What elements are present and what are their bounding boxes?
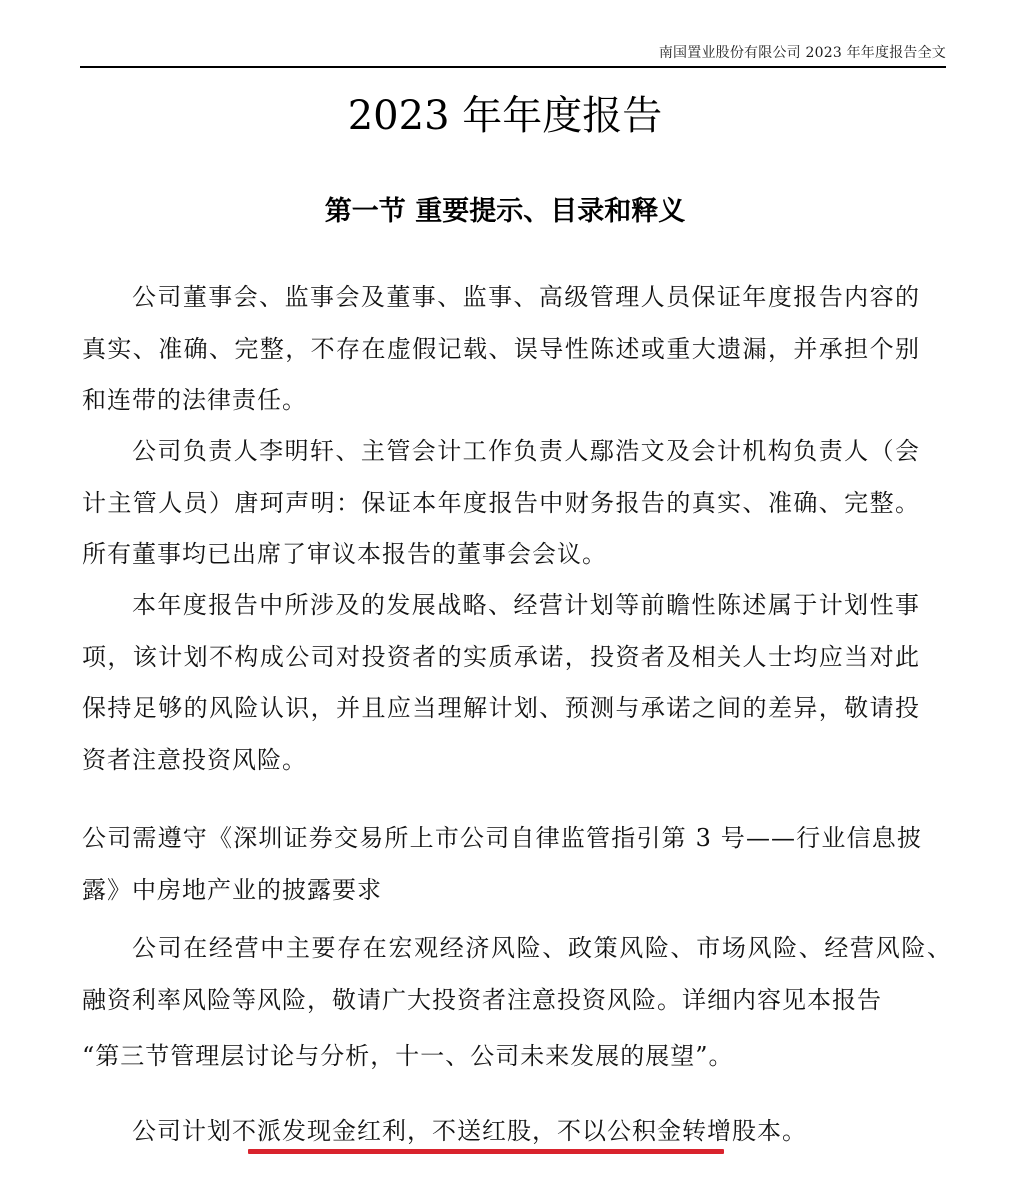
paragraph-executives-declaration: 公司负责人李明轩、主管会计工作负责人鄢浩文及会计机构负责人（会计主管人员）唐珂声明：保证本年度报告中财务报告的真实、准确、完整。所有董事均已出席了审议本报告的董事会会议。 — [82, 437, 920, 568]
report-title: 2023 年年度报告 — [347, 93, 663, 139]
paragraph-forward-looking-statement: 本年度报告中所涉及的发展战略、经营计划等前瞻性陈述属于计划性事项，该计划不构成公司对投资者的实质承诺，投资者及相关人士均应当对此保持足够的风险认识，并且应当理解计划、预测与承诺之间的差异，敬请投资者注意投资风险。 — [82, 591, 920, 774]
running-header — [80, 40, 946, 68]
paragraph-dividend-plan: 公司计划不派发现金红利，不送红股，不以公积金转增股本。 — [132, 1117, 807, 1145]
paragraph-risk-factors: 公司在经营中主要存在宏观经济风险、政策风险、市场风险、经营风险、融资利率风险等风险，敬请广大投资者注意投资风险。详细内容见本报告 — [82, 934, 952, 1014]
section-title: 第一节 重要提示、目录和释义 — [324, 196, 686, 227]
paragraph-section-reference: “第三节管理层讨论与分析，十一、公司未来发展的展望”。 — [82, 1042, 734, 1070]
paragraph-disclosure-requirement: 公司需遵守《深圳证券交易所上市公司自律监管指引第 3 号——行业信息披露》中房地产业的披露要求 — [82, 824, 922, 904]
running-header-text: 南国置业股份有限公司 2023 年年度报告全文 — [658, 45, 946, 61]
red-highlight-underline — [248, 1149, 724, 1154]
paragraph-responsibility-statement: 公司董事会、监事会及董事、监事、高级管理人员保证年度报告内容的真实、准确、完整，不存在虚假记载、误导性陈述或重大遗漏，并承担个别和连带的法律责任。 — [82, 283, 920, 414]
